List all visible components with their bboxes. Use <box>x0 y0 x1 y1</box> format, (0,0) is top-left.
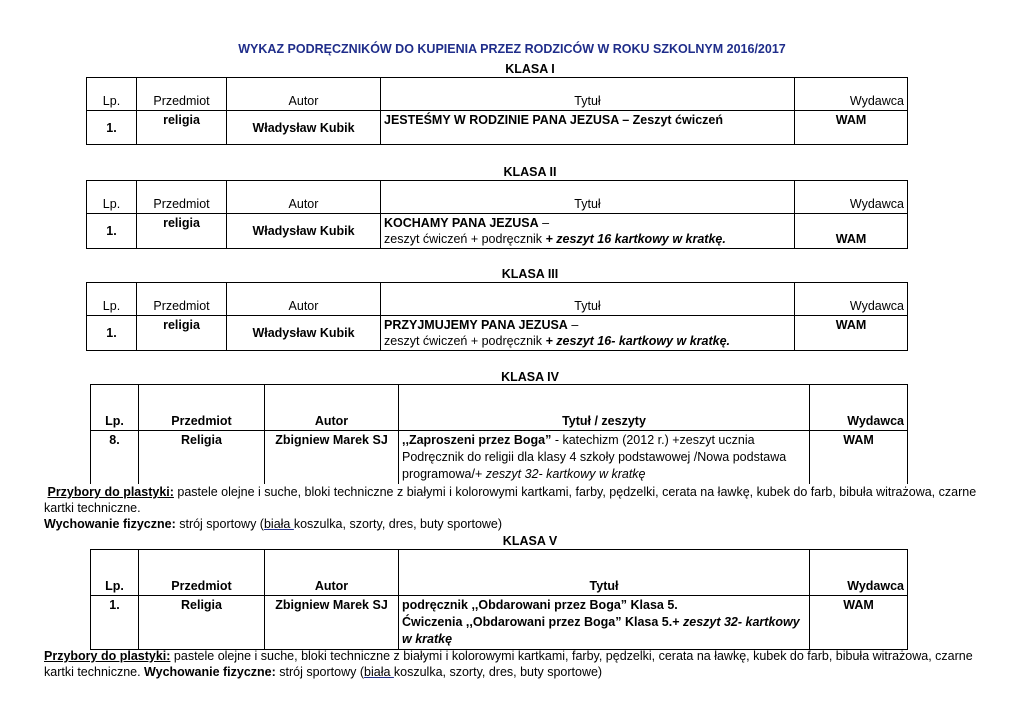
header-autor: Autor <box>265 550 399 596</box>
wf-text-underlined: biała <box>263 517 294 531</box>
klasa-4-heading: KLASA IV <box>501 370 559 384</box>
header-autor: Autor <box>227 78 381 111</box>
tytul-bold-italic: + zeszyt 16 kartkowy w kratkę. <box>542 232 726 246</box>
klasa-1-table <box>86 77 908 145</box>
notes-klasa-5 <box>44 648 984 680</box>
klasa-2-table <box>86 180 908 249</box>
table-row <box>87 111 908 145</box>
cell-lp: 1. <box>87 316 137 351</box>
header-wydawca: Wydawca <box>810 550 908 596</box>
cell-przedmiot: Religia <box>139 431 265 485</box>
table-row <box>87 316 908 351</box>
cell-tytul <box>399 596 810 650</box>
header-wydawca: Wydawca <box>795 181 908 214</box>
table-row <box>91 431 908 485</box>
header-tytul: Tytuł <box>381 181 795 214</box>
table-row <box>91 596 908 650</box>
cell-wydawca: WAM <box>810 596 908 650</box>
header-autor: Autor <box>227 181 381 214</box>
tytul-line-2 <box>402 614 806 648</box>
tytul-bold: PRZYJMUJEMY PANA JEZUSA <box>384 318 568 332</box>
plastyka-label: Przybory do plastyki: <box>44 649 171 663</box>
header-lp: Lp. <box>91 550 139 596</box>
plastyka-text: pastele olejne i suche, bloki techniczne z białymi i kolorowymi kartkami, farby, pędzelki, cerata na ławkę, kubek do farb, bibuła witrażowa, czarne kartki techniczne. <box>44 485 977 515</box>
cell-wydawca: WAM <box>795 214 908 249</box>
cell-tytul <box>381 316 795 351</box>
cell-wydawca: WAM <box>795 316 908 351</box>
header-wydawca: Wydawca <box>795 283 908 316</box>
header-przedmiot: Przedmiot <box>137 78 227 111</box>
plastyka-text: pastele olejne i suche, bloki techniczne z białymi i kolorowymi kartkami, farby, pędzelki, cerata na ławkę, kubek do farb, bibuła witrażowa, czarne kartki techniczne. <box>44 649 973 679</box>
klasa-1-heading: KLASA I <box>505 62 555 76</box>
tytul-rest: – <box>567 318 579 332</box>
tytul-line-1: podręcznik ,,Obdarowani przez Boga” Klasa 5. <box>402 598 678 612</box>
cell-tytul <box>399 431 810 485</box>
klasa-4-table <box>90 384 908 484</box>
cell-autor: Władysław Kubik <box>227 214 381 249</box>
tytul-bold: ,,Zaproszeni przez Boga” <box>402 433 552 447</box>
header-wydawca: Wydawca <box>810 385 908 431</box>
header-przedmiot: Przedmiot <box>137 181 227 214</box>
document-title: WYKAZ PODRĘCZNIKÓW DO KUPIENIA PRZEZ RODZICÓW W ROKU SZKOLNYM 2016/2017 <box>238 42 786 56</box>
klasa-3-heading: KLASA III <box>501 267 559 281</box>
notes-klasa-4 <box>44 484 984 532</box>
tytul-line-2 <box>384 231 791 247</box>
cell-przedmiot: religia <box>137 111 227 145</box>
tytul-line-1 <box>384 215 791 231</box>
wf-text-underlined: biała <box>364 665 394 679</box>
cell-wydawca: WAM <box>795 111 908 145</box>
cell-autor: Władysław Kubik <box>227 316 381 351</box>
wf-label: Wychowanie fizyczne: <box>140 665 276 679</box>
header-lp: Lp. <box>91 385 139 431</box>
cell-lp: 1. <box>91 596 139 650</box>
header-tytul: Tytuł <box>381 283 795 316</box>
wf-text-rest: koszulka, szorty, dres, buty sportowe) <box>293 517 503 531</box>
cell-przedmiot: religia <box>137 316 227 351</box>
header-lp: Lp. <box>87 78 137 111</box>
cell-tytul <box>381 214 795 249</box>
tytul-bold: KOCHAMY PANA JEZUSA <box>384 216 539 230</box>
cell-lp: 8. <box>91 431 139 485</box>
klasa-2-heading: KLASA II <box>503 165 557 179</box>
header-tytul: Tytuł / zeszyty <box>399 385 810 431</box>
tytul-text: JESTEŚMY W RODZINIE PANA JEZUSA <box>384 113 619 127</box>
wf-label: Wychowanie fizyczne: <box>44 517 176 531</box>
header-autor: Autor <box>227 283 381 316</box>
header-przedmiot: Przedmiot <box>137 283 227 316</box>
tytul-rest: – <box>538 216 550 230</box>
tytul-rest: – Zeszyt ćwiczeń <box>618 113 723 127</box>
cell-autor: Władysław Kubik <box>227 111 381 145</box>
tytul-plain: zeszyt ćwiczeń + podręcznik <box>384 232 543 246</box>
tytul-line-1 <box>384 317 791 333</box>
tytul-bold: Ćwiczenia ,,Obdarowani przez Boga” Klasa 5.+ <box>402 615 680 629</box>
header-tytul: Tytuł <box>381 78 795 111</box>
wf-note <box>44 516 984 532</box>
plastyka-label: Przybory do plastyki: <box>47 485 174 499</box>
table-row <box>87 214 908 249</box>
plastyka-note <box>44 484 984 516</box>
tytul-line-2: Podręcznik do religii dla klasy 4 szkoły podstawowej /Nowa podstawa programowa/+ <box>402 450 787 481</box>
header-lp: Lp. <box>87 283 137 316</box>
klasa-3-table <box>86 282 908 351</box>
wf-text-rest: koszulka, szorty, dres, buty sportowe) <box>393 665 603 679</box>
cell-autor: Zbigniew Marek SJ <box>265 596 399 650</box>
tytul-plain: zeszyt ćwiczeń + podręcznik <box>384 334 543 348</box>
cell-lp: 1. <box>87 214 137 249</box>
wf-text: strój sportowy ( <box>175 517 264 531</box>
cell-wydawca: WAM <box>810 431 908 485</box>
header-wydawca: Wydawca <box>795 78 908 111</box>
klasa-5-heading: KLASA V <box>502 534 558 548</box>
tytul-italic: zeszyt 32- kartkowy w kratkę <box>482 467 646 481</box>
header-autor: Autor <box>265 385 399 431</box>
tytul-rest: - katechizm (2012 r.) +zeszyt ucznia <box>551 433 755 447</box>
cell-lp: 1. <box>87 111 137 145</box>
header-lp: Lp. <box>87 181 137 214</box>
tytul-bold-italic: + zeszyt 16- kartkowy w kratkę. <box>542 334 731 348</box>
cell-przedmiot: Religia <box>139 596 265 650</box>
cell-przedmiot: religia <box>137 214 227 249</box>
wf-text: strój sportowy ( <box>275 665 365 679</box>
klasa-5-table <box>90 549 908 650</box>
header-tytul: Tytuł <box>399 550 810 596</box>
cell-autor: Zbigniew Marek SJ <box>265 431 399 485</box>
tytul-bold-italic: zeszyt 32- kartkowy w kratkę <box>402 615 800 646</box>
header-przedmiot: Przedmiot <box>139 550 265 596</box>
cell-tytul <box>381 111 795 145</box>
tytul-line-2 <box>384 333 791 349</box>
header-przedmiot: Przedmiot <box>139 385 265 431</box>
